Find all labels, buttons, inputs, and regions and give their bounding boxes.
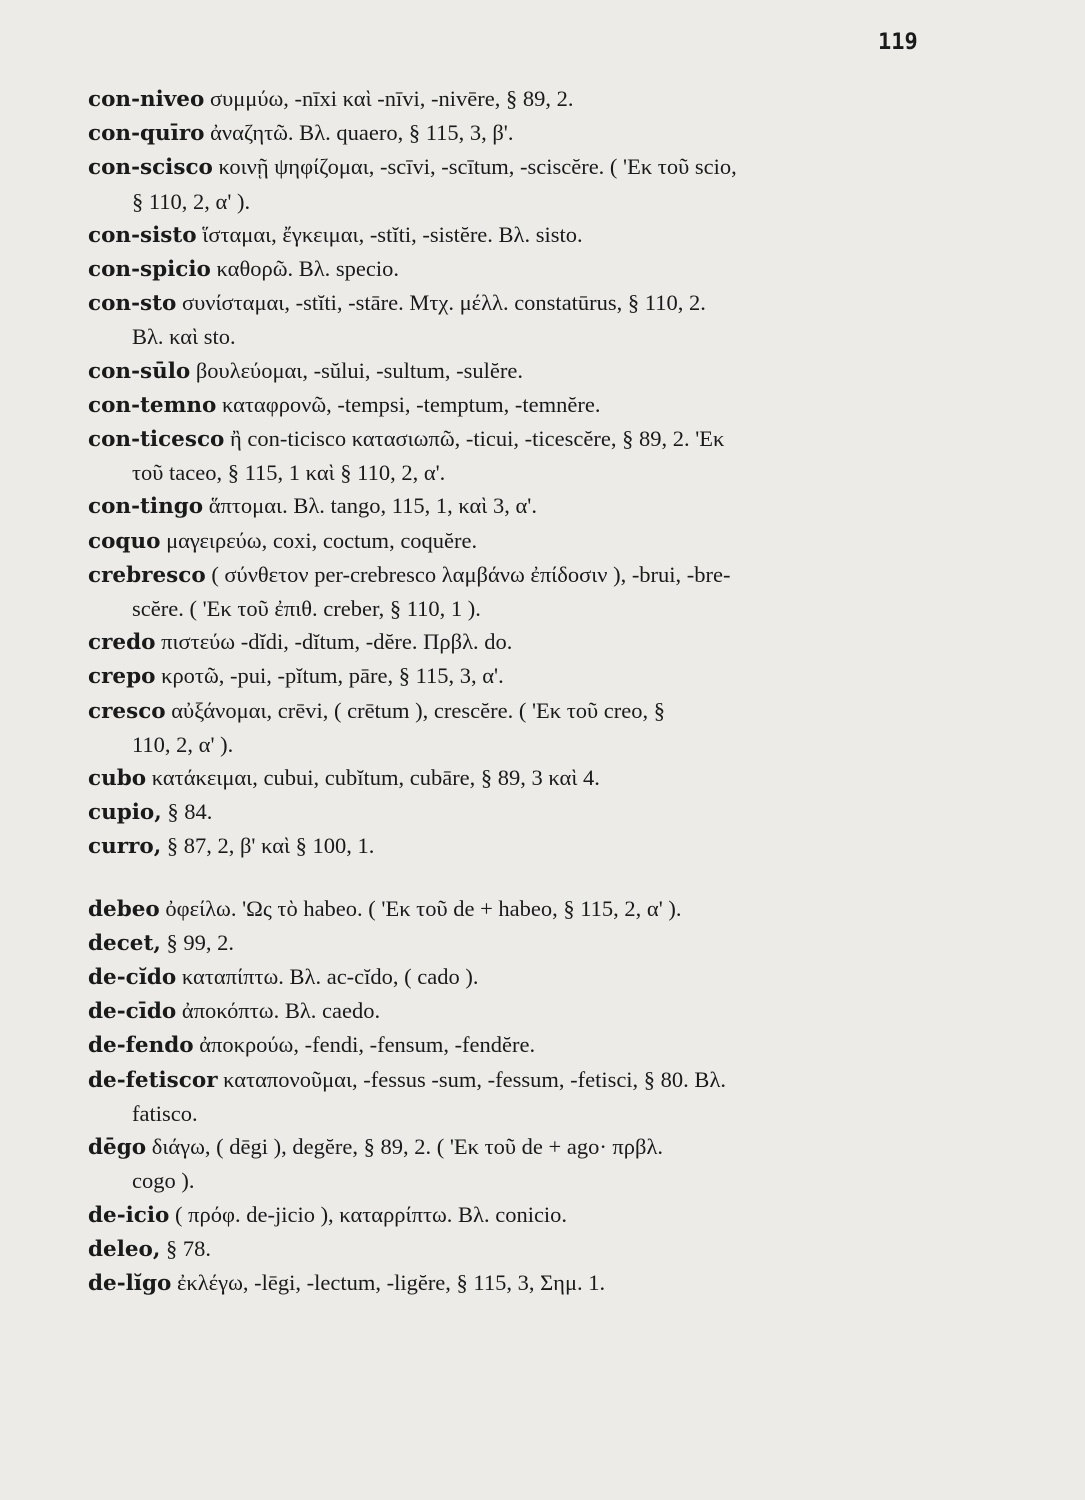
dictionary-entry	[88, 218, 948, 252]
entries-group-c	[88, 82, 948, 864]
entry-definition: ἀποκόπτω. Βλ. caedo.	[181, 998, 381, 1024]
entry-continuation: τοῦ taceo, § 115, 1 καὶ § 110, 2, α'.	[132, 460, 446, 486]
dictionary-entry	[88, 795, 948, 829]
dictionary-entry	[88, 1130, 948, 1197]
entry-headword: con-sisto	[88, 222, 197, 248]
entry-definition: συνίσταμαι, -stĭti, -stāre. Μτχ. μέλλ. constatūrus, § 110, 2.	[182, 290, 706, 316]
entry-continuation: cogo ).	[132, 1168, 195, 1194]
entry-headword: de-icio	[88, 1202, 170, 1228]
dictionary-entry	[88, 150, 948, 217]
entry-headword: con-tingo	[88, 494, 204, 520]
entry-definition: § 78.	[166, 1235, 212, 1261]
dictionary-entry	[88, 926, 948, 960]
entry-headword: de-lĭgo	[88, 1270, 172, 1296]
entry-definition: § 87, 2, β' καὶ § 100, 1.	[166, 833, 375, 859]
entry-definition: ἐκλέγω, -lēgi, -lectum, -ligĕre, § 115, 3, Σημ. 1.	[176, 1269, 606, 1295]
dictionary-entry	[88, 116, 948, 150]
entry-headword: deleo,	[88, 1236, 161, 1262]
entry-definition: βουλεύομαι, -sŭlui, -sultum, -sulĕre.	[195, 357, 523, 383]
entry-headword: dēgo	[88, 1135, 147, 1161]
dictionary-entry	[88, 625, 948, 659]
entry-definition: ἀναζητῶ. Βλ. quaero, § 115, 3, β'.	[210, 120, 514, 146]
entry-definition: ἢ con-ticisco κατασιωπῶ, -ticui, -ticescĕre, § 89, 2. 'Εκ	[230, 426, 725, 452]
dictionary-entry	[88, 761, 948, 795]
entry-definition: μαγειρεύω, coxi, coctum, coquĕre.	[166, 527, 478, 553]
dictionary-entry	[88, 694, 948, 761]
entry-headword: con-scisco	[88, 155, 213, 181]
entry-headword: con-ticesco	[88, 427, 225, 453]
dictionary-entry	[88, 1198, 948, 1232]
entry-headword: coquo	[88, 528, 161, 554]
entry-continuation: scĕre. ( 'Εκ τοῦ ἐπιθ. creber, § 110, 1 ).	[132, 596, 481, 622]
entry-definition: καταφρονῶ, -tempsi, -temptum, -temnĕre.	[221, 391, 601, 417]
entries-group-d	[88, 892, 948, 1300]
entry-headword: decet,	[88, 930, 161, 956]
dictionary-entry	[88, 354, 948, 388]
entry-headword: con-spicio	[88, 257, 211, 283]
entry-headword: con-temno	[88, 392, 217, 418]
entry-headword: de-cīdo	[88, 999, 177, 1025]
entry-continuation: § 110, 2, α' ).	[132, 188, 251, 214]
entry-definition: καταπίπτω. Βλ. ac-cĭdo, ( cado ).	[181, 964, 479, 990]
entry-headword: cubo	[88, 766, 147, 792]
entry-definition: ἵσταμαι, ἔγκειμαι, -stĭti, -sistĕre. Βλ. sisto.	[202, 221, 583, 247]
entry-definition: συμμύω, -nīxi καὶ -nīvi, -nivēre, § 89, 2.	[209, 86, 574, 111]
entry-headword: cresco	[88, 698, 166, 724]
dictionary-entry	[88, 659, 948, 693]
entry-headword: con-sto	[88, 291, 177, 317]
entry-definition: ἀποκρούω, -fendi, -fensum, -fendĕre.	[199, 1032, 536, 1058]
entry-headword: con-sūlo	[88, 358, 191, 384]
dictionary-entry	[88, 558, 948, 625]
entry-headword: con-niveo	[88, 87, 205, 112]
entry-continuation: Βλ. καὶ sto.	[132, 324, 236, 350]
dictionary-entry	[88, 252, 948, 286]
entry-continuation: fatisco.	[132, 1100, 198, 1126]
dictionary-entry	[88, 489, 948, 523]
dictionary-entry	[88, 994, 948, 1028]
dictionary-entry	[88, 960, 948, 994]
entry-definition: κροτῶ, -pui, -pĭtum, pāre, § 115, 3, α'.	[161, 663, 504, 689]
entry-definition: διάγω, ( dēgi ), degĕre, § 89, 2. ( 'Εκ τοῦ de + ago· πρβλ.	[151, 1134, 664, 1160]
entry-headword: con-quīro	[88, 121, 205, 147]
dictionary-entry	[88, 829, 948, 863]
dictionary-entry	[88, 1063, 948, 1130]
entry-definition: ( πρόφ. de-jicio ), καταρρίπτω. Βλ. conicio.	[175, 1201, 568, 1227]
entry-definition: πιστεύω -dĭdi, -dĭtum, -dĕre. Πρβλ. do.	[161, 629, 513, 655]
entry-definition: ἅπτομαι. Βλ. tango, 115, 1, καὶ 3, α'.	[208, 493, 537, 519]
entry-headword: de-fetiscor	[88, 1067, 218, 1093]
entry-definition: ( σύνθετον per-crebresco λαμβάνω ἐπίδοσιν ), -brui, -bre-	[211, 561, 731, 587]
dictionary-entry	[88, 1028, 948, 1062]
entry-definition: § 84.	[167, 799, 213, 825]
entry-headword: crepo	[88, 664, 156, 690]
dictionary-entry	[88, 524, 948, 558]
entry-headword: de-fendo	[88, 1033, 194, 1059]
section-gap	[88, 864, 948, 892]
dictionary-entries	[88, 82, 948, 1300]
entry-definition: κατάκειμαι, cubui, cubĭtum, cubāre, § 89, 3 καὶ 4.	[151, 765, 600, 791]
entry-headword: cupio,	[88, 800, 162, 826]
dictionary-entry	[88, 82, 948, 116]
entry-continuation: 110, 2, α' ).	[132, 731, 234, 757]
dictionary-entry	[88, 1266, 948, 1300]
entry-headword: debeo	[88, 896, 160, 922]
entry-definition: κοινῇ ψηφίζομαι, -scīvi, -scītum, -sciscĕre. ( 'Εκ τοῦ scio,	[218, 154, 737, 180]
dictionary-entry	[88, 388, 948, 422]
entry-definition: καταπονοῦμαι, -fessus -sum, -fessum, -fetisci, § 80. Βλ.	[223, 1066, 726, 1092]
entry-headword: de-cĭdo	[88, 965, 177, 991]
entry-headword: crebresco	[88, 562, 206, 588]
entry-definition: ὀφείλω. 'Ως τὸ habeo. ( 'Εκ τοῦ de + habeo, § 115, 2, α' ).	[165, 895, 682, 921]
entry-definition: καθορῶ. Βλ. specio.	[216, 256, 400, 282]
dictionary-entry	[88, 286, 948, 353]
entry-headword: credo	[88, 630, 156, 656]
dictionary-entry	[88, 422, 948, 489]
entry-definition: αὐξάνομαι, crēvi, ( crētum ), crescĕre. ( 'Εκ τοῦ creo, §	[171, 697, 666, 723]
entry-headword: curro,	[88, 834, 162, 860]
page-number: 119	[878, 30, 918, 55]
dictionary-entry	[88, 892, 948, 926]
entry-definition: § 99, 2.	[166, 929, 235, 955]
dictionary-entry	[88, 1232, 948, 1266]
